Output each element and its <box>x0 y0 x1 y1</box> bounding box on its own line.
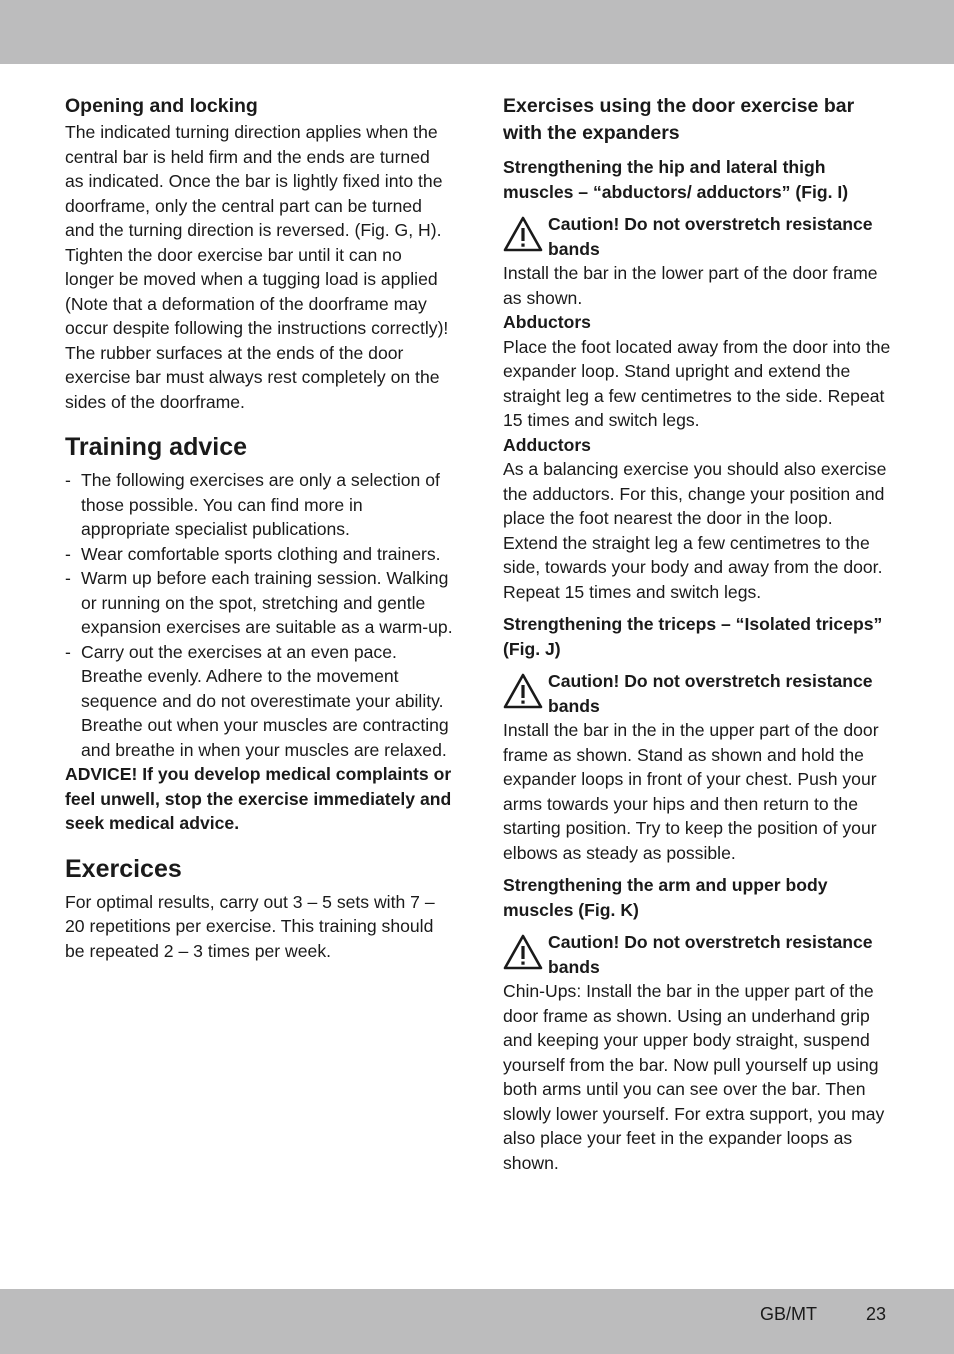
section-title-training: Training advice <box>65 433 248 461</box>
right-column <box>503 93 891 1175</box>
medical-advice: ADVICE! If you develop medical complaints or feel unwell, stop the exercise immediately and seek medical advice. <box>65 764 452 833</box>
section-title-opening: Opening and locking <box>65 95 258 117</box>
list-item: - Wear comfortable sports clothing and trainers. <box>65 542 453 567</box>
warning-icon <box>503 216 543 252</box>
caution-notice <box>503 669 891 718</box>
page-number: 23 <box>866 1304 887 1324</box>
caution-text: Caution! Do not overstretch resistance bands <box>548 214 873 259</box>
subsection-title-triceps: Strengthening the triceps – “Isolated triceps” (Fig. J) <box>503 614 883 659</box>
header-bar <box>0 0 954 64</box>
hip-install: Install the bar in the lower part of the door frame as shown. <box>503 263 878 308</box>
subsection-title-arm: Strengthening the arm and upper body muscles (Fig. K) <box>503 875 828 920</box>
opening-paragraph-1: The indicated turning direction applies when the central bar is held firm and the ends are turned as indicated. Once the bar is lightly fixed into the doorframe, only the central part can be turned and the turning direction is reversed. (Fig. G, H). <box>65 122 443 240</box>
triceps-text: Install the bar in the in the upper part of the door frame as shown. Stand as shown and hold the expander loops in front of your chest. Push your arms towards your hips and then return to the starting position. Try to keep the position of your elbows as steady as possible. <box>503 720 879 863</box>
section-title-expanders: Exercises using the door exercise bar with the expanders <box>503 95 855 144</box>
adductors-title: Adductors <box>503 434 591 455</box>
section-title-exercices: Exercices <box>65 854 182 883</box>
warning-icon <box>503 673 543 709</box>
arm-text: Chin-Ups: Install the bar in the upper part of the door frame as shown. Using an underhand grip and keeping your upper body straight, suspend yourself from the bar. Now pull yourself up using both arms until you can see over the bar. Then slowly lower yourself. For extra support, you may also place your feet in the expander loops as shown. <box>503 981 885 1173</box>
caution-notice <box>503 930 891 979</box>
warning-icon <box>503 934 543 970</box>
adductors-text: As a balancing exercise you should also exercise the adductors. For this, change your position and place the foot nearest the door in the loop. Extend the straight leg a few centimetres to the side, towards your body and away from the door. Repeat 15 times and switch legs. <box>503 459 887 602</box>
left-column <box>65 93 453 963</box>
list-item: - The following exercises are only a selection of those possible. You can find more in appropriate specialist publications. <box>65 468 453 542</box>
caution-text: Caution! Do not overstretch resistance bands <box>548 671 873 716</box>
subsection-title-hip: Strengthening the hip and lateral thigh muscles – “abductors/ adductors” (Fig. I) <box>503 157 849 202</box>
training-list <box>65 468 453 762</box>
abductors-text: Place the foot located away from the door into the expander loop. Stand upright and extend the straight leg a few centimetres to the side. Repeat 15 times and switch legs. <box>503 336 891 430</box>
caution-text: Caution! Do not overstretch resistance bands <box>548 932 873 977</box>
abductors-title: Abductors <box>503 312 591 332</box>
caution-notice <box>503 212 891 261</box>
list-item: - Warm up before each training session. Walking or running on the spot, stretching and gentle expansion exercises are suitable as a warm-up. <box>65 566 453 640</box>
opening-paragraph-3: The rubber surfaces at the ends of the door exercise bar must always rest completely on the sides of the doorframe. <box>65 342 440 412</box>
footer-language: GB/MT <box>760 1304 817 1324</box>
opening-paragraph-2: Tighten the door exercise bar until it can no longer be moved when a tugging load is applied (Note that a deformation of the doorframe may occur despite following the instructions correctly)! <box>65 244 449 338</box>
exercices-paragraph: For optimal results, carry out 3 – 5 sets with 7 – 20 repetitions per exercise. This training should be repeated 2 – 3 times per week. <box>65 891 435 961</box>
list-item: - Carry out the exercises at an even pace. Breathe evenly. Adhere to the movement sequence and do not overestimate your ability. Breathe out when your muscles are contracting and breathe in when your muscles are relaxed. <box>65 640 453 763</box>
